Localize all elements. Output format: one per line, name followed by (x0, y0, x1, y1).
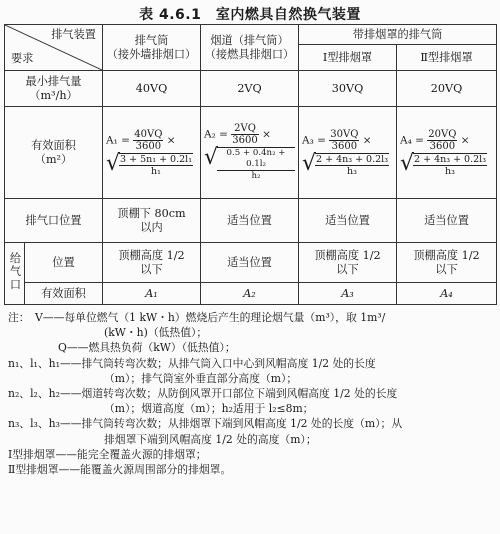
note-line-2: (kW・h)（低热值）； (104, 326, 208, 340)
ventilation-table (4, 24, 497, 305)
cell-inlet-position-4: 顶棚高度 1/2 以下 (397, 243, 497, 283)
note-line-5: （m）；排气筒室外垂直部分高度（m）； (104, 371, 298, 385)
formula-cell-2: A₂ = $\frac{2VQ}{3600}$ × √ $\frac{\text{0.5 + 0.4n₂ + 0.1l₂}}{\text{h₂}}$ (201, 107, 299, 199)
col-header-type2-hood: Ⅱ型排烟罩 (397, 45, 497, 71)
cell-min-exhaust-2: 2VQ (201, 71, 299, 107)
formula-cell-1: A₁ = $\frac{40VQ}{3600}$ × √ $\frac{\text{3 + 5n₁ + 0.2l₁}}{\text{h₁}}$ (103, 107, 201, 199)
note-line-9: 排烟罩下端到风帽高度 1/2 处的高度（m）； (104, 432, 317, 446)
note-line-1: 注： V——每单位燃气（1 kW・h）燃烧后产生的理论烟气量（m³），取 1m³/ (8, 311, 386, 324)
note-line-8: n₃、l₃、h₃——排气筒转弯次数；从排烟罩下端到风帽高度 1/2 处的长度（m）；从 (8, 417, 403, 431)
col-header-hood-group: 带排烟罩的排气筒 (299, 25, 497, 45)
supply-inlet-label: 给气口 (5, 243, 25, 305)
cell-inlet-area-3: A₃ (299, 283, 397, 305)
note-line-4: n₁、l₁、h₁——排气筒转弯次数；从排气筒入口中心到风帽高度 1/2 处的长度 (8, 356, 376, 370)
corner-header (5, 25, 103, 71)
formula-cell-3: A₃ = $\frac{30VQ}{3600}$ × √ $\frac{\text{2 + 4n₃ + 0.2l₃}}{\text{h₃}}$ (299, 107, 397, 199)
formula-cell-4: A₄ = $\frac{20VQ}{3600}$ × √ $\frac{\text{2 + 4n₃ + 0.2l₃}}{\text{h₃}}$ (397, 107, 497, 199)
cell-inlet-area-1: A₁ (103, 283, 201, 305)
cell-outlet-position-4: 适当位置 (397, 199, 497, 243)
cell-inlet-position-1: 顶棚高度 1/2 以下 (103, 243, 201, 283)
row-label-effective-area: 有效面积 （m²） (5, 107, 103, 199)
note-line-7: （m）；烟道高度（m）；h₂适用于 l₂≤8m； (104, 402, 314, 416)
cell-inlet-position-2: 适当位置 (201, 243, 299, 283)
cell-inlet-area-4: A₄ (397, 283, 497, 305)
note-line-3: Q——燃具热负荷（kW）（低热值）； (58, 341, 236, 355)
row-label-min-exhaust: 最小排气量 （m³/h） (5, 71, 103, 107)
note-line-10: Ⅰ型排烟罩——能完全覆盖火源的排烟罩； (8, 447, 207, 461)
cell-inlet-position-3: 顶棚高度 1/2 以下 (299, 243, 397, 283)
cell-min-exhaust-3: 30VQ (299, 71, 397, 107)
note-line-11: Ⅱ型排烟罩——能覆盖火源周围部分的排烟罩。 (8, 463, 232, 477)
col-header-exhaust-pipe: 排气筒 （接外墙排烟口） (103, 25, 201, 71)
col-header-type1-hood: Ⅰ型排烟罩 (299, 45, 397, 71)
corner-bottom-label: 要求 (11, 52, 34, 65)
cell-min-exhaust-4: 20VQ (397, 71, 497, 107)
cell-outlet-position-1: 顶棚下 80cm 以内 (103, 199, 201, 243)
row-label-inlet-area: 有效面积 (25, 283, 103, 305)
cell-min-exhaust-1: 40VQ (103, 71, 201, 107)
row-label-outlet-position: 排气口位置 (5, 199, 103, 243)
row-label-inlet-position: 位置 (25, 243, 103, 283)
table-title: 表 4.6.1 室内燃具自然换气装置 (139, 7, 361, 23)
table-notes (8, 310, 496, 477)
cell-outlet-position-3: 适当位置 (299, 199, 397, 243)
col-header-flue: 烟道（排气筒） （接燃具排烟口） (201, 25, 299, 71)
cell-inlet-area-2: A₂ (201, 283, 299, 305)
note-line-6: n₂、l₂、h₂——烟道转弯次数；从防倒风罩开口部位下端到风帽高度 1/2 处的长度 (8, 387, 398, 401)
cell-outlet-position-2: 适当位置 (201, 199, 299, 243)
corner-top-label: 排气装置 (51, 28, 96, 41)
